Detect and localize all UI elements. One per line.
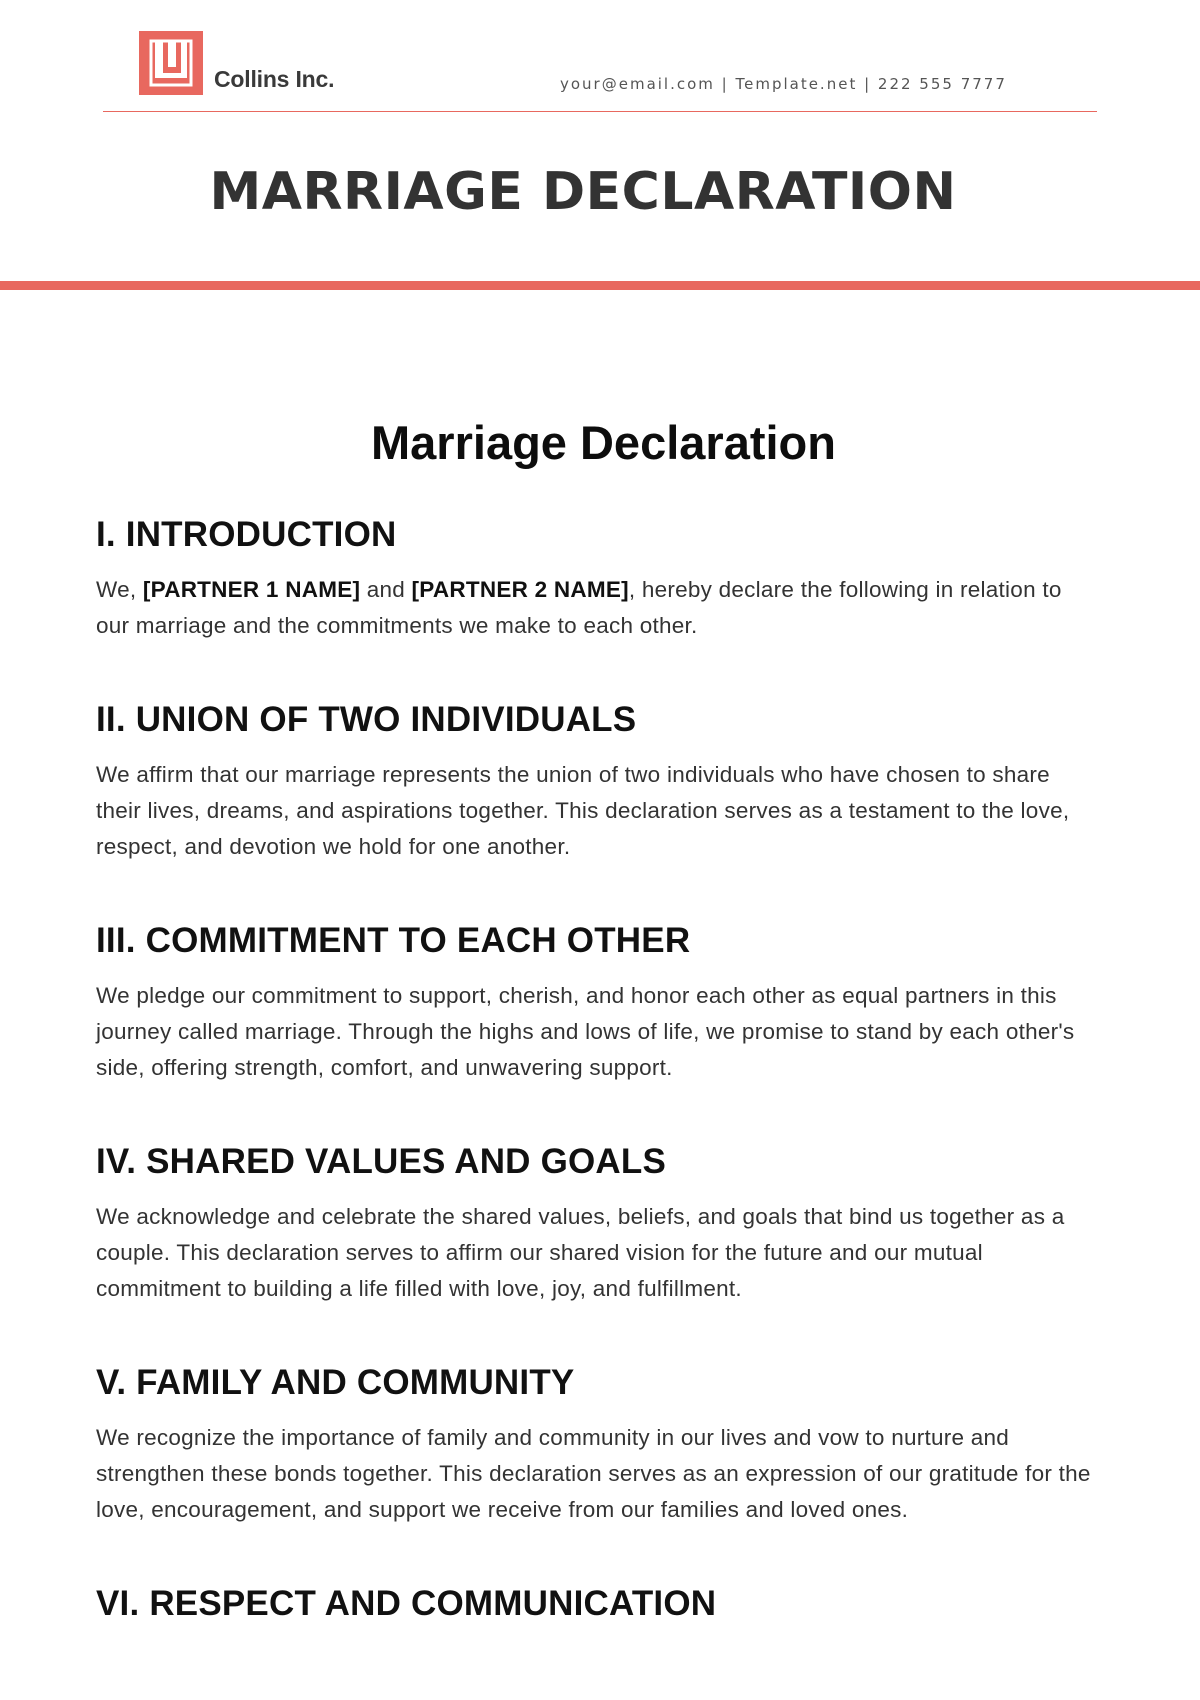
intro-prefix: We, xyxy=(96,577,143,602)
section-heading: I. INTRODUCTION xyxy=(96,515,397,554)
partner-1-name: [PARTNER 1 NAME] xyxy=(142,577,361,602)
partner-2-name: [PARTNER 2 NAME] xyxy=(411,577,629,602)
section-shared-values xyxy=(96,1140,1101,1307)
section-body: We recognize the importance of family and community in our lives and vow to nurture and strengthen these bonds together. This declaration serves as an expression of our gratitude for the love, encouragement, and support we receive from our families and loved ones. xyxy=(96,1425,1091,1522)
company-name: Collins Inc. xyxy=(214,66,335,92)
intro-suffix: , hereby declare the following in relation to our marriage and the commitments we make to each other. xyxy=(96,577,1062,638)
collins-logo-icon xyxy=(139,31,203,95)
section-respect-communication xyxy=(96,1582,1101,1626)
section-heading: VI. RESPECT AND COMMUNICATION xyxy=(96,1584,717,1623)
banner-divider xyxy=(0,281,1200,290)
section-family-community xyxy=(96,1361,1101,1528)
section-heading: II. UNION OF TWO INDIVIDUALS xyxy=(96,700,637,739)
header-divider xyxy=(103,111,1097,112)
banner-title: MARRIAGE DECLARATION xyxy=(209,162,957,222)
section-body: We affirm that our marriage represents the union of two individuals who have chosen to share their lives, dreams, and aspirations together. This declaration serves as a testament to the love, respect, and devotion we hold for one another. xyxy=(96,762,1070,859)
section-heading: III. COMMITMENT TO EACH OTHER xyxy=(96,921,691,960)
section-heading: IV. SHARED VALUES AND GOALS xyxy=(96,1142,667,1181)
section-introduction xyxy=(96,513,1101,644)
section-commitment xyxy=(96,919,1101,1086)
section-union xyxy=(96,698,1101,865)
contact-info: your@email.com | Template.net | 222 555 7777 xyxy=(560,75,1007,93)
section-body: We acknowledge and celebrate the shared values, beliefs, and goals that bind us together as a couple. This declaration serves to affirm our shared vision for the future and our mutual commitment to building a life filled with love, joy, and fulfillment. xyxy=(96,1204,1065,1301)
section-heading: V. FAMILY AND COMMUNITY xyxy=(96,1363,575,1402)
section-body xyxy=(96,572,1101,644)
document-title: Marriage Declaration xyxy=(371,416,836,469)
section-body: We pledge our commitment to support, cherish, and honor each other as equal partners in this journey called marriage. Through the highs and lows of life, we promise to stand by each other's side, offering strength, comfort, and unwavering support. xyxy=(96,983,1075,1080)
document-content xyxy=(96,414,1101,1626)
intro-mid: and xyxy=(360,577,412,602)
page-header xyxy=(0,0,1200,115)
